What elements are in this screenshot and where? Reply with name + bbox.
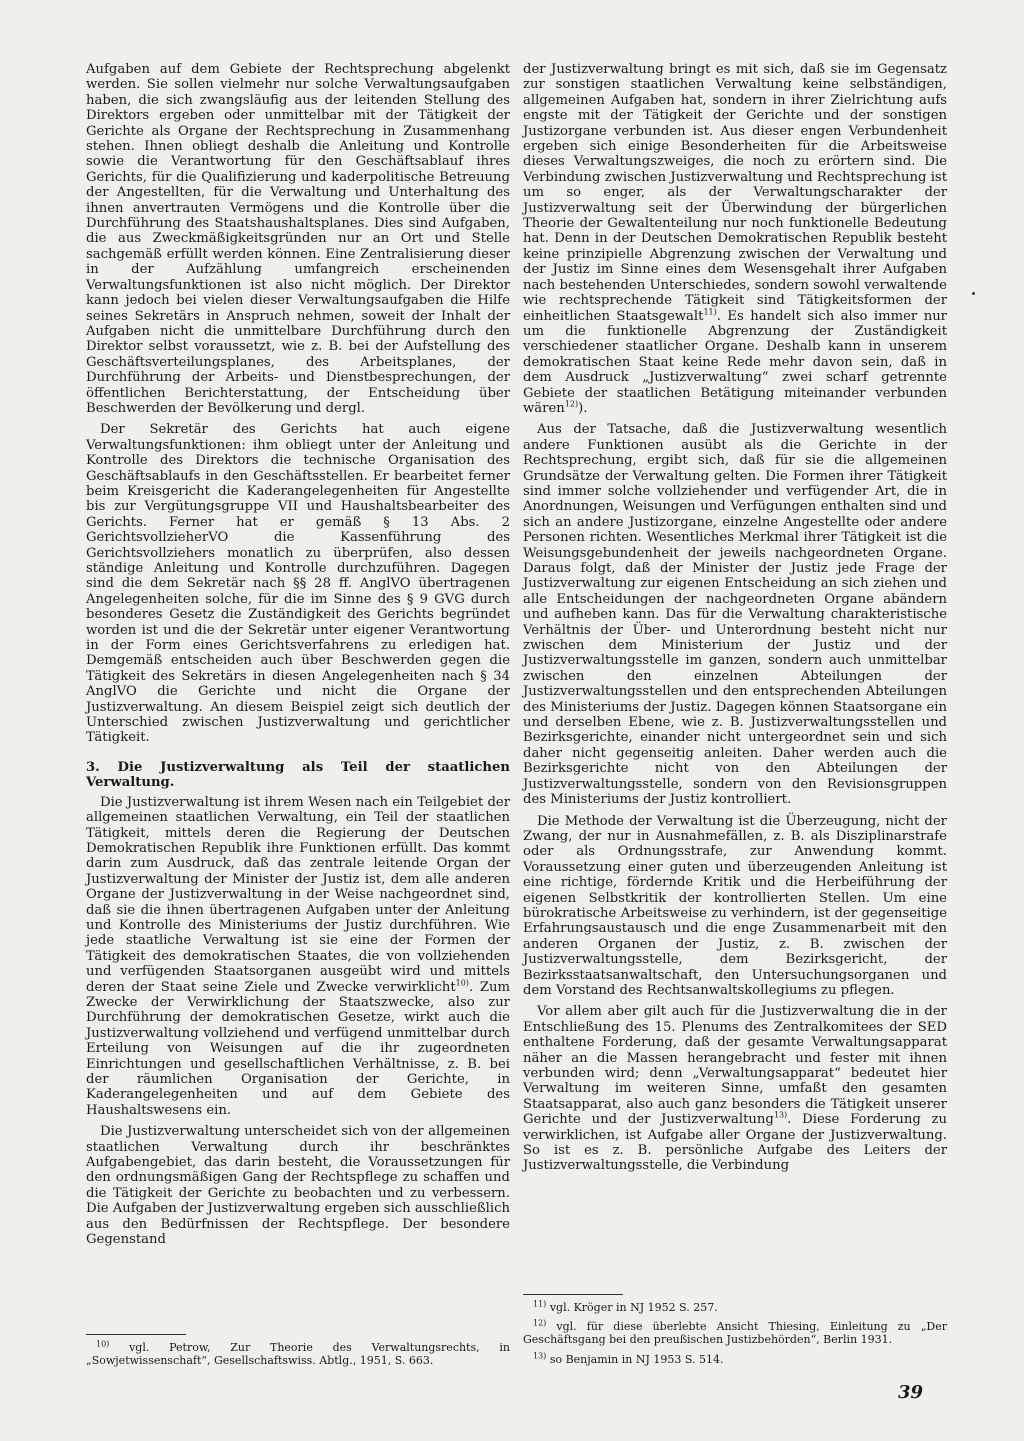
paragraph: Die Justizverwaltung unterscheidet sich von der allgemeinen staatlichen Verwaltung durch ihr beschränktes Aufgabengebiet, das darin besteht, die Voraussetzungen für den ordnungsmäßigen Gang der Rechtspflege zu schaffen und die Tätigkeit der Gerichte zu beobachten und zu verbessern. Die Aufgaben der Justizverwaltung ergeben sich ausschließlich aus den Bedürfnissen der Rechtspflege. Der besondere Gegenstand [86, 1124, 510, 1248]
paragraph [86, 795, 510, 1119]
footnote-ref: 10) [455, 978, 469, 988]
right-column [523, 62, 947, 1180]
paragraph: Die Methode der Verwaltung ist die Überzeugung, nicht der Zwang, der nur in Ausnahmefällen, z. B. als Disziplinarstrafe oder als Ordnungsstrafe, zur Anwendung kommt. Voraussetzung einer guten und überzeugenden Anleitung ist eine richtige, fördernde Kritik und die Herbeiführung der eigenen Selbstkritik der kontrollierten Stellen. Um eine bürokratische Arbeitsweise zu verhindern, ist der gegenseitige Erfahrungsaustausch und die enge Zusammenarbeit mit den anderen Organen der Justiz, z. B. zwischen der Justizverwaltungsstelle, dem Bezirksgericht, der Bezirksstaatsanwaltschaft, den Untersuchungsorganen und dem Vorstand des Rechtsanwaltskollegiums zu pflegen. [523, 813, 947, 998]
paragraph-text: Vor allem aber gilt auch für die Justizverwaltung die in der Entschließung des 15. Plenums des Zentralkomitees der SED enthaltene Forderung, daß der gesamte Verwaltungsapparat näher an die Massen herangebracht und fester mit ihnen verbunden wird; denn „Verwaltungsapparat“ bedeutet hier Verwaltung im weiteren Sinne, umfaßt den gesamten Staatsapparat, also auch ganz besonders die Tätigkeit unserer Gerichte und der Justizverwaltung [523, 1004, 947, 1128]
footnote-ref: 12) [564, 399, 579, 409]
footnote-divider [523, 1294, 623, 1295]
footnotes-left [86, 1322, 510, 1373]
section-heading: 3. Die Justizverwaltung als Teil der staatlichen Verwaltung. [86, 759, 510, 791]
footnote-divider [86, 1334, 186, 1335]
footnote-text: so Benjamin in NJ 1953 S. 514. [549, 1352, 724, 1366]
paragraph: Aus der Tatsache, daß die Justizverwaltung wesentlich andere Funktionen ausübt als die Gerichte in der Rechtsprechung, ergibt sich, daß für sie die allgemeinen Grundsätze der Verwaltung gelten. Die Formen ihrer Tätigkeit sind immer solche vollziehender und verfügender Art, die in Anordnungen, Weisungen und Verfügungen enthalten sind und sich an andere Justizorgane, einzelne Angestellte oder andere Personen richten. Wesentliches Merkmal ihrer Tätigkeit ist die Weisungsgebundenheit der jeweils nachgeordneten Organe. Daraus folgt, daß der Minister der Justiz jede Frage der Justizverwaltung zur eigenen Entscheidung an sich ziehen und alle Entscheidungen der nachgeordneten Organe abändern und aufheben kann. Das für die Verwaltung charakteristische Verhältnis der Über- und Unterordnung besteht nicht nur zwischen dem Ministerium der Justiz und der Justizverwaltungsstelle im ganzen, sondern auch unmittelbar zwischen den einzelnen Abteilungen der Justizverwaltungsstellen und den entsprechenden Abteilungen des Ministeriums der Justiz. Dagegen können Staatsorgane ein und derselben Ebene, wie z. B. Justizverwaltungsstellen und Bezirksgerichte, einander nicht untergeordnet sein und sich daher nicht gegenseitig anleiten. Daher werden auch die Bezirksgerichte nicht von den Abteilungen der Justizverwaltungsstelle, sondern von den Revisionsgruppen des Ministeriums der Justiz kontrolliert. [523, 422, 947, 808]
paragraph: Aufgaben auf dem Gebiete der Rechtsprechung abgelenkt werden. Sie sollen vielmehr nur solche Verwaltungsaufgaben haben, die sich zwangsläufig aus der leitenden Stellung des Direktors ergeben oder unmittelbar mit der Tätigkeit der Gerichte als Organe der Rechtsprechung in Zusammenhang stehen. Ihnen obliegt deshalb die Anleitung und Kontrolle sowie die Verantwortung für den Geschäftsablauf ihres Gerichts, für die Qualifizierung und kaderpolitische Betreuung der Angestellten, für die Verwaltung und Unterhaltung des ihnen anvertrauten Vermögens und die Kontrolle über die Durchführung des Staatshaushaltsplanes. Dies sind Aufgaben, die aus Zweckmäßigkeitsgründen nur an Ort und Stelle sachgemäß erfüllt werden können. Eine Zentralisierung dieser in der Aufzählung umfangreich erscheinenden Verwaltungsfunktionen ist also nicht möglich. Der Direktor kann jedoch bei vielen dieser Verwaltungsaufgaben die Hilfe seines Sekretärs in Anspruch nehmen, soweit der Inhalt der Aufgaben nicht die unmittelbare Durchführung durch den Direktor selbst voraussetzt, wie z. B. bei der Aufstellung des Geschäftsverteilungsplanes, des Arbeitsplanes, der Durchführung der Arbeits- und Dienstbesprechungen, der öffentlichen Berichterstattung, der Entscheidung über Beschwerden der Bevölkerung und dergl. [86, 62, 510, 416]
paragraph-text: . Es handelt sich also immer nur um die funktionelle Abgrenzung der Zuständigkeit verschiedener staatlicher Organe. Deshalb kann in unserem demokratischen Staat keine Rede mehr davon sein, daß in dem Ausdruck „Justizverwaltung“ zwei scharf getrennte Gebiete der staatlichen Betätigung miteinander verbunden wären [523, 308, 947, 416]
footnote-number: 11) [533, 1299, 547, 1309]
footnote-text: vgl. Kröger in NJ 1952 S. 257. [549, 1301, 718, 1314]
footnote [523, 1350, 947, 1366]
footnote-text: vgl. Petrow, Zur Theorie des Verwaltungsrechts, in „Sowjetwissenschaft“, Gesellschaftswiss. Abtlg., 1951, S. 663. [86, 1341, 510, 1368]
paragraph: Der Sekretär des Gerichts hat auch eigene Verwaltungsfunktionen: ihm obliegt unter der Anleitung und Kontrolle des Direktors die technische Organisation des Geschäftsablaufs in den Geschäftsstellen. Er bearbeitet ferner beim Kreisgericht die Kaderangelegenheiten für Angestellte bis zur Vergütungsgruppe VII und Haushaltsbearbeiter des Gerichts. Ferner hat er gemäß § 13 Abs. 2 GerichtsvollzieherVO die Kassenführung des Gerichtsvollziehers monatlich zu überprüfen, also dessen ständige Anleitung und Kontrolle durchzuführen. Dagegen sind die dem Sekretär nach §§ 28 ff. AnglVO übertragenen Angelegenheiten solche, für die im Sinne des § 9 GVG durch besonderes Gesetz die Zuständigkeit des Gerichts begründet worden ist und die der Sekretär unter eigener Verantwortung in der Form eines Gerichtsverfahrens zu erledigen hat. Demgemäß entscheiden auch über Beschwerden gegen die Tätigkeit des Sekretärs in diesen Angelegenheiten nach § 34 AnglVO die Gerichte und nicht die Organe der Justizverwaltung. An diesem Beispiel zeigt sich deutlich der Unterschied zwischen Justizverwaltung und gerichtlicher Tätigkeit. [86, 422, 510, 746]
paragraph-text: ). [578, 400, 588, 416]
paragraph-text: . Zum Zwecke der Verwirklichung der Staatszwecke, also zur Durchführung der demokratischen Gesetze, wirkt auch die Justizverwaltung vollziehend und verfügend unmittelbar durch Erteilung von Weisungen auf die ihr zugeordneten Einrichtungen und gesellschaftlichen Verhältnisse, z. B. bei der räumlichen Organisation der Gerichte, in Kaderangelegenheiten und auf dem Gebiete des Haushaltswesens ein. [86, 979, 511, 1118]
footnote-number: 13) [533, 1350, 547, 1360]
paragraph-text: Die Justizverwaltung ist ihrem Wesen nach ein Teilgebiet der allgemeinen staatlichen Verwaltung, ein Teil der staatlichen Tätigkeit, mittels deren die Regierung der Deutschen Demokratischen Republik ihre Funktionen erfüllt. Das kommt darin zum Ausdruck, daß das zentrale leitende Organ der Justizverwaltung der Minister der Justiz ist, dem alle anderen Organe der Justizverwaltung in der Weise nachgeordnet sind, daß sie die ihnen übertragenen Aufgaben unter der Anleitung und Kontrolle des Ministeriums der Justiz durchführen. Wie jede staatliche Verwaltung ist sie eine der Formen der Tätigkeit des demokratischen Staates, die von vollziehenden und verfügenden Staatsorganen ausgeübt wird und mittels deren der Staat seine Ziele und Zwecke verwirklicht [86, 794, 510, 995]
paragraph [523, 1004, 947, 1173]
paragraph-text: der Justizverwaltung bringt es mit sich, daß sie im Gegensatz zur sonstigen staatlichen Verwaltung keine selbständigen, allgemeinen Aufgaben hat, sondern in ihrer Zielrichtung aufs engste mit der Tätigkeit der Gerichte und der sonstigen Justizorgane verbunden ist. Aus dieser engen Verbundenheit ergeben sich einige Besonderheiten für die Arbeitsweise dieses Verwaltungszweiges, die noch zu erörtern sind. Die Verbindung zwischen Justizverwaltung und Rechtsprechung ist um so enger, als der Verwaltungscharakter der Justizverwaltung seit der Überwindung der bürgerlichen Theorie der Gewaltenteilung nur noch funktionelle Bedeutung hat. Denn in der Deutschen Demokratischen Republik besteht keine prinzipielle Abgrenzung zwischen der Verwaltung und der Justiz im Sinne eines dem Wesensgehalt ihrer Aufgaben nach bestehenden Unterschiedes, sondern sowohl verwaltende wie rechtsprechende Tätigkeit sind Tätigkeitsformen der einheitlichen Staatsgewalt [523, 62, 947, 324]
margin-dot [972, 292, 975, 295]
left-column [86, 62, 510, 1253]
footnotes-right [523, 1282, 947, 1372]
footnote-ref: 13) [773, 1110, 788, 1120]
footnote [523, 1320, 947, 1346]
footnote [86, 1341, 510, 1367]
footnote-ref: 11) [703, 307, 717, 317]
footnote-number: 10) [96, 1339, 110, 1349]
footnote [523, 1301, 947, 1314]
footnote-text: vgl. für diese überlebte Ansicht Thiesing, Einleitung zu „Der Geschäftsgang bei den preußischen Justizbehörden“, Berlin 1931. [523, 1320, 947, 1347]
paragraph [523, 62, 947, 416]
paragraph-text: . Diese Forderung zu verwirklichen, ist Aufgabe aller Organe der Justizverwaltung. So ist es z. B. persönliche Aufgabe des Leiters der Justizverwaltungsstelle, die Verbindung [523, 1112, 947, 1174]
page-number: 39 [898, 1382, 924, 1403]
footnote-number: 12) [533, 1318, 547, 1328]
